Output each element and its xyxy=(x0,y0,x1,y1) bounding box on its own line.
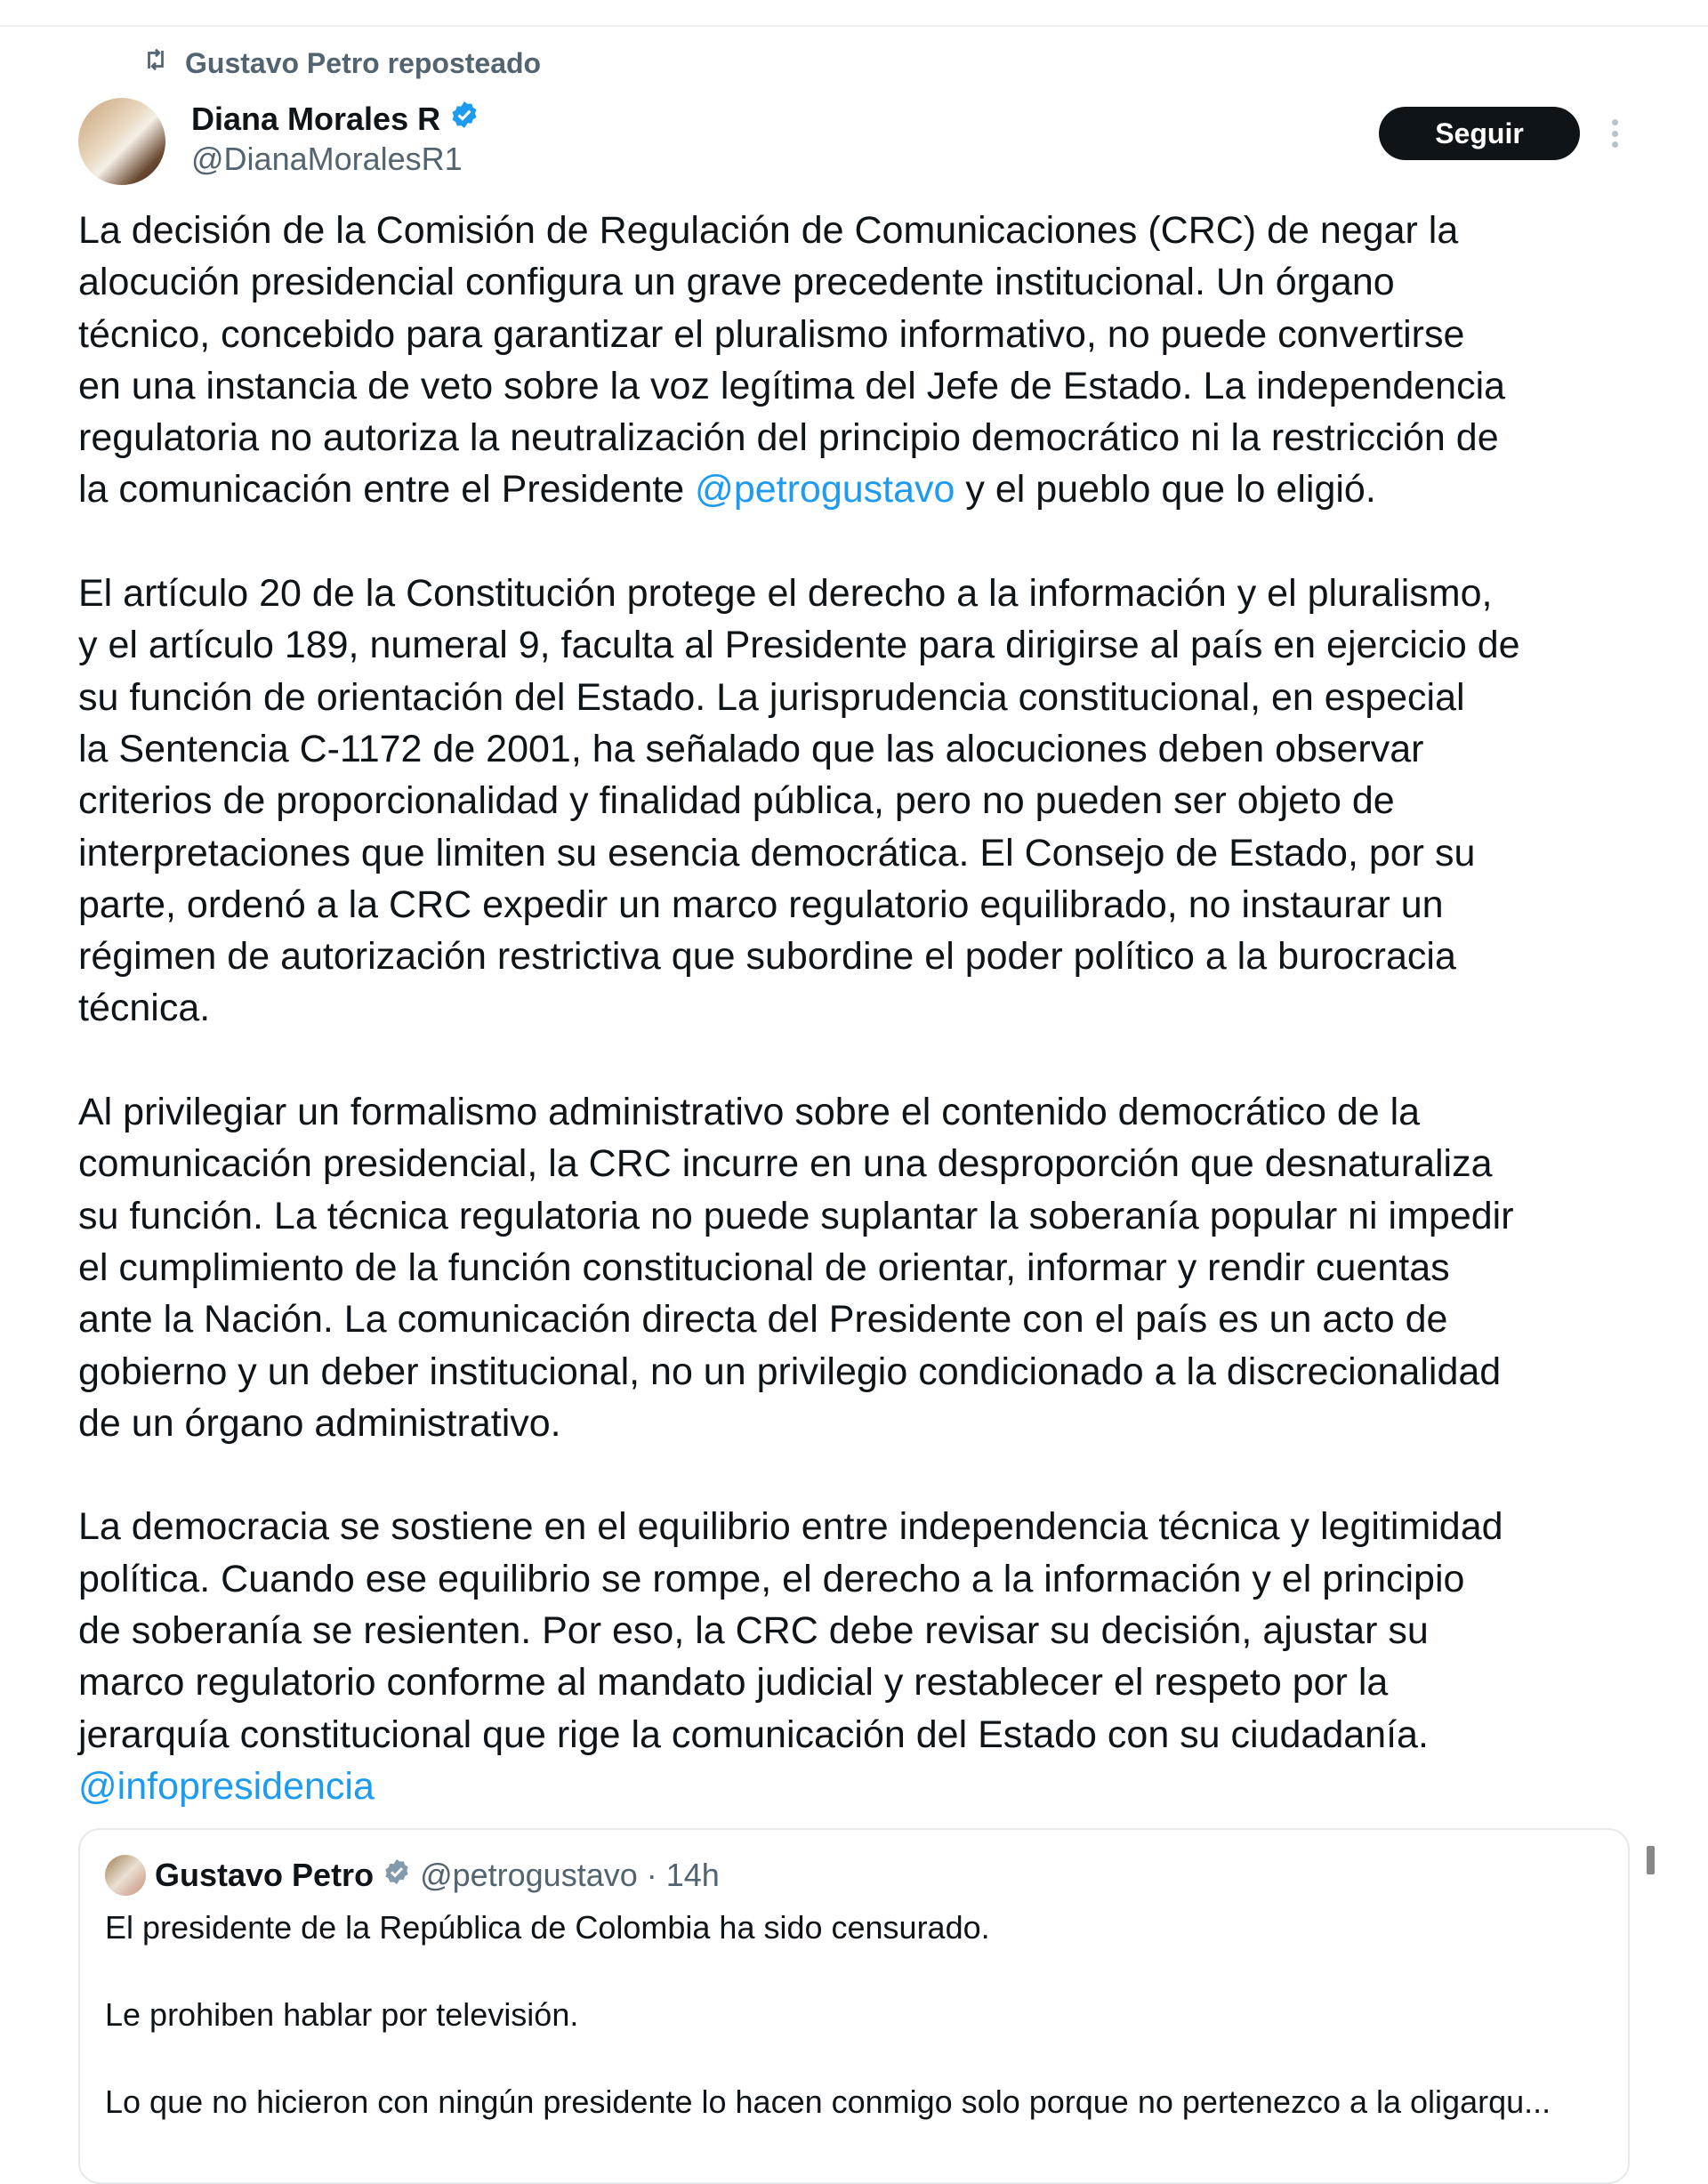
paragraph-4 xyxy=(78,1501,1520,1812)
text-line: marco regulatorio conforme al mandato judicial y restablecer el respeto por la xyxy=(78,1661,1389,1704)
paragraph-1 xyxy=(78,205,1520,516)
author-avatar[interactable] xyxy=(78,98,165,185)
text-line: regulatoria no autoriza la neutralización del principio democrático ni la restricción de xyxy=(78,416,1499,460)
more-options-icon[interactable] xyxy=(1601,116,1628,151)
text-line: Le prohiben hablar por televisión. xyxy=(105,1996,579,2033)
text-line: su función. La técnica regulatoria no puede suplantar la soberanía popular ni impedir xyxy=(78,1194,1514,1237)
quoted-post-text xyxy=(105,1906,1551,2167)
text-line: Lo que no hicieron con ningún presidente lo hacen conmigo solo porque no pertenezco a la oligarqu... xyxy=(105,2083,1551,2120)
text-line: de un órgano administrativo. xyxy=(78,1401,561,1445)
repost-label[interactable]: Gustavo Petro reposteado xyxy=(185,46,542,79)
author-name-row[interactable] xyxy=(191,100,479,138)
verified-badge-icon xyxy=(383,1857,411,1894)
repost-indicator xyxy=(142,46,541,80)
follow-button[interactable]: Seguir xyxy=(1379,107,1580,160)
text-line: la Sentencia C-1172 de 2001, ha señalado que las alocuciones deben observar xyxy=(78,727,1424,770)
text-line: técnica. xyxy=(78,987,211,1030)
paragraph-2 xyxy=(78,568,1520,1035)
repost-icon xyxy=(142,46,169,80)
top-divider xyxy=(0,25,1708,27)
text-line: y el artículo 189, numeral 9, faculta al Presidente para dirigirse al país en ejercicio de xyxy=(78,624,1520,667)
quoted-author-name[interactable]: Gustavo Petro xyxy=(155,1857,375,1893)
text-fragment: y el pueblo que lo eligió. xyxy=(955,468,1376,512)
text-line: El presidente de la República de Colombia ha sido censurado. xyxy=(105,1909,990,1946)
text-line: comunicación presidencial, la CRC incurre en una desproporción que desnaturaliza xyxy=(78,1142,1493,1186)
quoted-post[interactable] xyxy=(78,1828,1630,2184)
text-line: política. Cuando ese equilibrio se rompe, el derecho a la información y el principio xyxy=(78,1557,1465,1600)
text-line: régimen de autorización restrictiva que subordine el poder político a la burocracia xyxy=(78,935,1456,979)
text-line: su función de orientación del Estado. La jurisprudencia constitucional, en especial xyxy=(78,675,1465,719)
mention-link-petrogustavo[interactable]: @petrogustavo xyxy=(695,468,955,512)
author-handle[interactable]: @DianaMoralesR1 xyxy=(191,141,463,177)
text-line: interpretaciones que limiten su esencia democrática. El Consejo de Estado, por su xyxy=(78,831,1476,874)
text-line: Al privilegiar un formalismo administrativo sobre el contenido democrático de la xyxy=(78,1091,1421,1134)
text-line: ante la Nación. La comunicación directa del Presidente con el país es un acto de xyxy=(78,1298,1448,1342)
post-body xyxy=(78,205,1520,1865)
text-line: criterios de proporcionalidad y finalidad pública, pero no pueden ser objeto de xyxy=(78,779,1395,823)
text-line: parte, ordenó a la CRC expedir un marco regulatorio equilibrado, no instaurar un xyxy=(78,882,1444,926)
text-line: La decisión de la Comisión de Regulación de Comunicaciones (CRC) de negar la xyxy=(78,209,1459,252)
text-fragment: la comunicación entre el Presidente xyxy=(78,468,696,512)
text-line: jerarquía constitucional que rige la comunicación del Estado con su ciudadanía. xyxy=(78,1713,1429,1756)
text-line: alocución presidencial configura un grave precedente institucional. Un órgano xyxy=(78,261,1395,304)
quoted-timestamp[interactable]: · 14h xyxy=(646,1857,720,1893)
text-line: el cumplimiento de la función constitucional de orientar, informar y rendir cuentas xyxy=(78,1245,1450,1289)
scrollbar-thumb[interactable] xyxy=(1647,1846,1655,1874)
text-line xyxy=(78,463,1520,515)
quoted-author-handle[interactable]: @petrogustavo xyxy=(420,1857,638,1893)
text-line: técnico, concebido para garantizar el pluralismo informativo, no puede convertirse xyxy=(78,312,1465,356)
quoted-author-avatar[interactable] xyxy=(105,1855,146,1896)
mention-link-infopresidencia[interactable]: @infopresidencia xyxy=(78,1764,375,1808)
author-name[interactable]: Diana Morales R xyxy=(191,100,441,137)
quoted-post-header xyxy=(105,1855,720,1896)
text-line: en una instancia de veto sobre la voz legítima del Jefe de Estado. La independencia xyxy=(78,364,1506,407)
text-line: de soberanía se resienten. Por eso, la CRC debe revisar su decisión, ajustar su xyxy=(78,1609,1429,1653)
text-line: La democracia se sostiene en el equilibrio entre independencia técnica y legitimidad xyxy=(78,1505,1503,1549)
text-line: El artículo 20 de la Constitución protege el derecho a la información y el pluralismo, xyxy=(78,572,1493,616)
verified-badge-icon xyxy=(449,100,479,138)
text-line: gobierno y un deber institucional, no un privilegio condicionado a la discrecionalidad xyxy=(78,1350,1502,1393)
paragraph-3 xyxy=(78,1086,1520,1449)
